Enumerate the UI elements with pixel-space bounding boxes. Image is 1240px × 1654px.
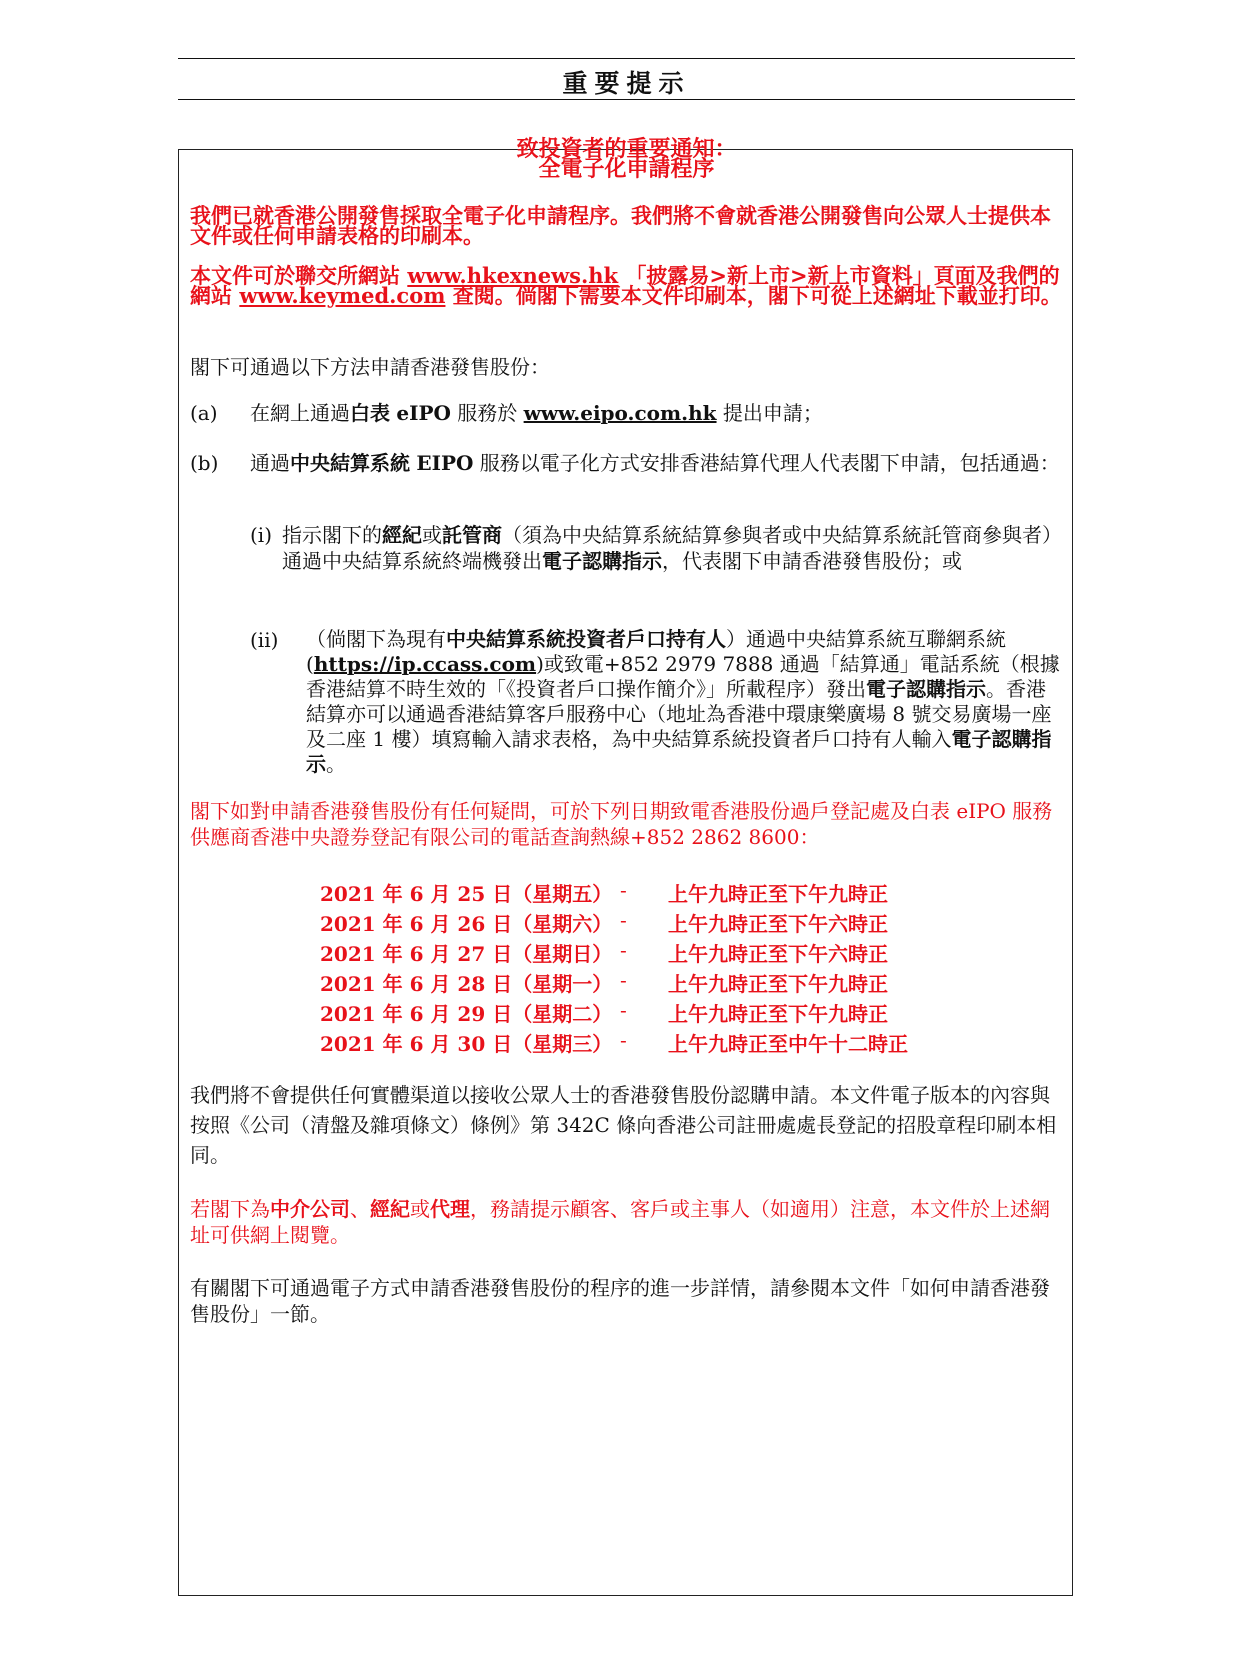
methods-intro: 閣下可通過以下方法申請香港發售股份： [190,355,550,379]
closing-paragraph-further-details: 有關閣下可通過電子方式申請香港發售股份的程序的進一步詳情，請參閱本文件「如何申請香港發售股份」一節。 [190,1276,1050,1326]
method-bi-marker: (i) [250,523,273,547]
method-a-baibiao: 白表 [350,401,390,425]
notice-para2-text-a: 本文件可於聯交所網站 [190,264,400,288]
closing-para2-sep: 、 [350,1197,370,1221]
schedule-time: 上午九時正至中午十二時正 [668,1032,908,1056]
closing-para2-agent: 代理 [430,1197,470,1221]
schedule-date: 2021 年 6 月 30 日（星期三） [320,1032,613,1056]
method-bi-or: 或 [422,523,442,547]
notice-paragraph-print: 我們已就香港公開發售採取全電子化申請程序。我們將不會就香港公開發售向公眾人士提供本文件或任何申請表格的印刷本。 [190,204,1051,248]
schedule-dash: - [620,998,627,1022]
schedule-date: 2021 年 6 月 27 日（星期日） [320,942,613,966]
method-bii-marker: (ii) [250,628,279,652]
method-bi-post: ，代表閣下申請香港發售股份；或 [662,549,962,573]
method-bi-mid: （須為中央結算系統結算參與者或中央結算系統託管商參與者）通過中央結算系統終端機發出 [282,523,1052,573]
keymed-link[interactable]: www.keymed.com [239,283,446,308]
schedule-time: 上午九時正至下午六時正 [668,912,888,936]
method-b-text [250,450,1060,476]
method-b-post: 服務以電子化方式安排香港結算代理人代表閣下申請，包括通過： [479,451,1060,475]
page-header-title: 重要提示 [562,69,691,98]
schedule-dash: - [620,1028,627,1052]
schedule-time: 上午九時正至下午六時正 [668,942,888,966]
closing-para2-pre: 若閣下為 [190,1197,270,1221]
method-a-post: 提出申請； [722,401,823,425]
notice-title-line1: 致投資者的重要通知： [516,137,737,162]
method-bii-instruction-1: 電子認購指示 [866,677,986,701]
notice-title-line2: 全電子化申請程序 [538,157,715,182]
method-bii-instruction-2: 電子認購指示 [306,727,1052,776]
method-bii-mid2: )或致電+852 2979 7888 通過「結算通」電話系統（根據香港結算不時生效的「《投資者戶口操作簡介》」所載程序）發出 [306,652,1060,701]
hkexnews-link[interactable]: www.hkexnews.hk [407,263,619,288]
hotline-paragraph: 閣下如對申請香港發售股份有任何疑問，可於下列日期致電香港股份過戶登記處及白表 eIPO 服務供應商香港中央證券登記有限公司的電話查詢熱線+852 2862 8600： [190,799,1053,849]
header-top-rule [178,58,1075,59]
method-bi-instruction: 電子認購指示 [542,549,662,573]
method-a-marker: (a) [190,401,218,425]
schedule-date: 2021 年 6 月 26 日（星期六） [320,912,613,936]
schedule-time: 上午九時正至下午九時正 [668,882,888,906]
schedule-date: 2021 年 6 月 29 日（星期二） [320,1002,613,1026]
method-bi-broker: 經紀 [382,523,422,547]
method-a-mid: 服務於 [457,401,518,425]
method-bii-mid1: ）通過中央結算系統互聯網系統( [306,627,1006,676]
method-b-eipo: EIPO [416,451,474,475]
method-bii-holder: 中央結算系統投資者戶口持有人 [446,627,726,651]
notice-paragraph-websites [190,263,1065,308]
method-b-ccass: 中央結算系統 [290,451,410,475]
method-bii-text [306,627,1060,777]
schedule-dash: - [620,968,627,992]
notice-para2-text-b: 「披露易>新上市>新上市資料」頁面及我們的網站 [190,264,1060,308]
method-bi-pre: 指示閣下的 [282,523,382,547]
method-a-pre: 在網上通過 [250,401,350,425]
method-b-pre: 通過 [250,451,290,475]
notice-para2-text-c: 查閱。倘閣下需要本文件印刷本，閣下可從上述網址下載並打印。 [452,284,1062,308]
header-bottom-rule [178,99,1075,100]
closing-paragraph-channels: 我們將不會提供任何實體渠道以接收公眾人士的香港發售股份認購申請。本文件電子版本的內容與按照《公司（清盤及雜項條文）條例》第 342C 條向香港公司註冊處處長登記的招股章程印刷本相同。 [190,1083,1057,1167]
closing-para2-intermediary: 中介公司 [270,1197,350,1221]
schedule-dash: - [620,878,627,902]
method-bi-text [282,522,1060,574]
method-bii-pre: （倘閣下為現有 [306,627,446,651]
method-bii-post: 。 [326,752,346,776]
method-bii-mid3: 。香港結算亦可以通過香港結算客戶服務中心（地址為香港中環康樂廣場 8 號交易廣場一座及二座 1 樓）填寫輸入請求表格，為中央結算系統投資者戶口持有人輸入 [306,677,1052,751]
closing-para2-or: 或 [410,1197,430,1221]
schedule-time: 上午九時正至下午九時正 [668,1002,888,1026]
schedule-dash: - [620,938,627,962]
closing-paragraph-intermediaries [190,1196,1060,1248]
schedule-date: 2021 年 6 月 28 日（星期一） [320,972,613,996]
closing-para2-post: ，務請提示顧客、客戶或主事人（如適用）注意，本文件於上述網址可供網上閱覽。 [190,1197,1050,1247]
closing-para2-broker: 經紀 [370,1197,410,1221]
schedule-time: 上午九時正至下午九時正 [668,972,888,996]
method-a-text [250,400,1060,426]
schedule-date: 2021 年 6 月 25 日（星期五） [320,882,613,906]
method-bi-custodian: 託管商 [442,523,502,547]
ccass-link[interactable]: https://ip.ccass.com [313,652,537,676]
method-a-eipo: eIPO [396,401,451,425]
schedule-dash: - [620,908,627,932]
method-b-marker: (b) [190,451,219,475]
eipo-link[interactable]: www.eipo.com.hk [523,401,717,425]
